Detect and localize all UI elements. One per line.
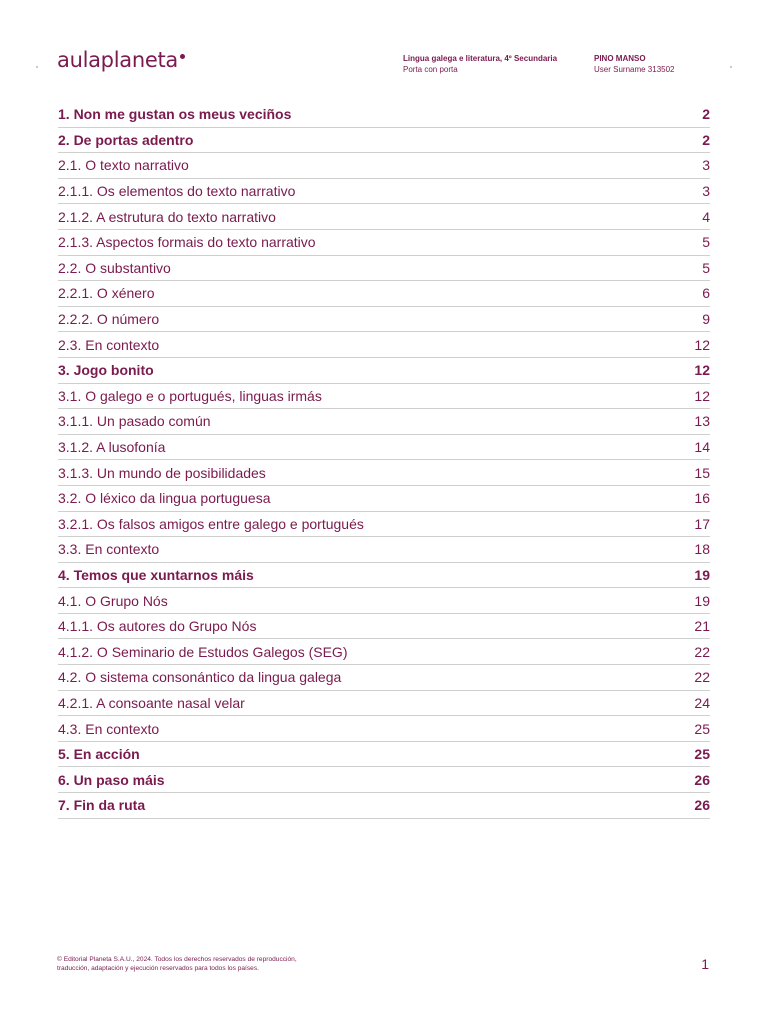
toc-entry[interactable] bbox=[58, 742, 710, 768]
toc-entry-title: 2.3. En contexto bbox=[58, 336, 160, 353]
toc-entry[interactable] bbox=[58, 230, 710, 256]
toc-entry-title: 2.1.1. Os elementos do texto narrativo bbox=[58, 183, 296, 200]
toc-entry-title: 6. Un paso máis bbox=[58, 771, 165, 788]
copyright-line: © Editorial Planeta S.A.U., 2024. Todos los derechos reservados de reproducción, bbox=[57, 956, 297, 963]
crop-mark-icon bbox=[730, 66, 732, 68]
toc-entry-title: 2.1.3. Aspectos formais do texto narrativo bbox=[58, 234, 316, 251]
toc-entry[interactable] bbox=[58, 102, 710, 128]
table-of-contents bbox=[58, 102, 710, 819]
toc-entry[interactable] bbox=[58, 281, 710, 307]
toc-entry-page: 12 bbox=[694, 362, 710, 379]
toc-entry-title: 4.3. En contexto bbox=[58, 720, 160, 737]
toc-entry[interactable] bbox=[58, 486, 710, 512]
copyright-notice bbox=[57, 956, 357, 973]
toc-entry[interactable] bbox=[58, 460, 710, 486]
toc-entry[interactable] bbox=[58, 767, 710, 793]
toc-entry[interactable] bbox=[58, 128, 710, 154]
toc-entry[interactable] bbox=[58, 563, 710, 589]
page-number: 1 bbox=[701, 956, 709, 972]
toc-entry-page: 26 bbox=[694, 771, 710, 788]
course-subtitle: Porta con porta bbox=[403, 64, 458, 74]
toc-entry-page: 12 bbox=[694, 387, 710, 404]
toc-entry-page: 19 bbox=[694, 592, 710, 609]
toc-entry-title: 3.3. En contexto bbox=[58, 541, 160, 558]
toc-entry[interactable] bbox=[58, 332, 710, 358]
toc-entry[interactable] bbox=[58, 537, 710, 563]
toc-entry[interactable] bbox=[58, 435, 710, 461]
toc-entry-title: 3.1. O galego e o portugués, linguas irmás bbox=[58, 387, 322, 404]
user-id: User Surname 313502 bbox=[594, 64, 675, 74]
copyright-line: traducción, adaptación y ejecución reservados para todos los países. bbox=[57, 964, 259, 972]
toc-entry-title: 3.1.3. Un mundo de posibilidades bbox=[58, 464, 266, 481]
toc-entry-title: 2.2. O substantivo bbox=[58, 259, 171, 276]
toc-entry-page: 25 bbox=[694, 720, 710, 737]
toc-entry-page: 5 bbox=[702, 259, 710, 276]
toc-entry-page: 17 bbox=[694, 515, 710, 532]
toc-entry-title: 4. Temos que xuntarnos máis bbox=[58, 566, 254, 583]
toc-entry-page: 22 bbox=[694, 669, 710, 686]
toc-entry-page: 26 bbox=[694, 797, 710, 814]
toc-entry-title: 2.1.2. A estrutura do texto narrativo bbox=[58, 208, 276, 225]
toc-entry[interactable] bbox=[58, 588, 710, 614]
user-info bbox=[594, 54, 675, 75]
toc-entry-title: 3. Jogo bonito bbox=[58, 362, 154, 379]
toc-entry-page: 21 bbox=[694, 618, 710, 635]
toc-entry-page: 14 bbox=[694, 439, 710, 456]
toc-entry-page: 19 bbox=[694, 566, 710, 583]
toc-entry-title: 3.2.1. Os falsos amigos entre galego e portugués bbox=[58, 515, 364, 532]
toc-entry-page: 5 bbox=[702, 234, 710, 251]
toc-entry-page: 22 bbox=[694, 643, 710, 660]
toc-entry-title: 4.2. O sistema consonántico da lingua galega bbox=[58, 669, 342, 686]
toc-entry-title: 4.1. O Grupo Nós bbox=[58, 592, 168, 609]
toc-entry-title: 3.1.2. A lusofonía bbox=[58, 439, 166, 456]
crop-mark-icon bbox=[36, 66, 38, 68]
toc-entry[interactable] bbox=[58, 307, 710, 333]
toc-entry-title: 2.1. O texto narrativo bbox=[58, 157, 189, 174]
toc-entry-title: 3.1.1. Un pasado común bbox=[58, 413, 211, 430]
toc-entry[interactable] bbox=[58, 409, 710, 435]
toc-entry[interactable] bbox=[58, 204, 710, 230]
user-name: PINO MANSO bbox=[594, 54, 646, 63]
toc-entry-page: 4 bbox=[702, 208, 710, 225]
toc-entry-title: 5. En acción bbox=[58, 746, 140, 763]
toc-entry-page: 3 bbox=[702, 183, 710, 200]
toc-entry-page: 9 bbox=[702, 311, 710, 328]
toc-entry[interactable] bbox=[58, 691, 710, 717]
toc-entry[interactable] bbox=[58, 665, 710, 691]
toc-entry-page: 25 bbox=[694, 746, 710, 763]
toc-entry-page: 15 bbox=[694, 464, 710, 481]
aulaplaneta-logo[interactable]: aulaplaneta bbox=[57, 48, 178, 72]
toc-entry-title: 2.2.2. O número bbox=[58, 311, 160, 328]
course-info bbox=[403, 54, 557, 75]
toc-entry-page: 6 bbox=[702, 285, 710, 302]
toc-entry-page: 2 bbox=[702, 131, 710, 148]
toc-entry-title: 2.2.1. O xénero bbox=[58, 285, 155, 302]
toc-entry[interactable] bbox=[58, 716, 710, 742]
toc-entry-page: 13 bbox=[694, 413, 710, 430]
toc-entry[interactable] bbox=[58, 793, 710, 819]
toc-entry[interactable] bbox=[58, 153, 710, 179]
toc-entry[interactable] bbox=[58, 384, 710, 410]
toc-entry-title: 4.1.1. Os autores do Grupo Nós bbox=[58, 618, 257, 635]
toc-entry-title: 7. Fin da ruta bbox=[58, 797, 146, 814]
toc-entry-page: 24 bbox=[694, 694, 710, 711]
toc-entry[interactable] bbox=[58, 358, 710, 384]
toc-entry-page: 18 bbox=[694, 541, 710, 558]
toc-entry[interactable] bbox=[58, 614, 710, 640]
toc-entry[interactable] bbox=[58, 639, 710, 665]
toc-entry-title: 1. Non me gustan os meus veciños bbox=[58, 106, 292, 123]
toc-entry-title: 4.1.2. O Seminario de Estudos Galegos (SEG) bbox=[58, 643, 348, 660]
toc-entry[interactable] bbox=[58, 256, 710, 282]
toc-entry-title: 3.2. O léxico da lingua portuguesa bbox=[58, 490, 271, 507]
logo-dot-icon bbox=[180, 54, 185, 59]
course-title: Lingua galega e literatura, 4º Secundaria bbox=[403, 54, 558, 63]
toc-entry[interactable] bbox=[58, 512, 710, 538]
toc-entry-page: 2 bbox=[702, 106, 710, 123]
toc-entry-page: 12 bbox=[694, 336, 710, 353]
toc-entry-title: 2. De portas adentro bbox=[58, 131, 194, 148]
toc-entry-page: 16 bbox=[694, 490, 710, 507]
page-header bbox=[0, 0, 768, 90]
toc-entry[interactable] bbox=[58, 179, 710, 205]
toc-entry-title: 4.2.1. A consoante nasal velar bbox=[58, 694, 245, 711]
toc-entry-page: 3 bbox=[702, 157, 710, 174]
